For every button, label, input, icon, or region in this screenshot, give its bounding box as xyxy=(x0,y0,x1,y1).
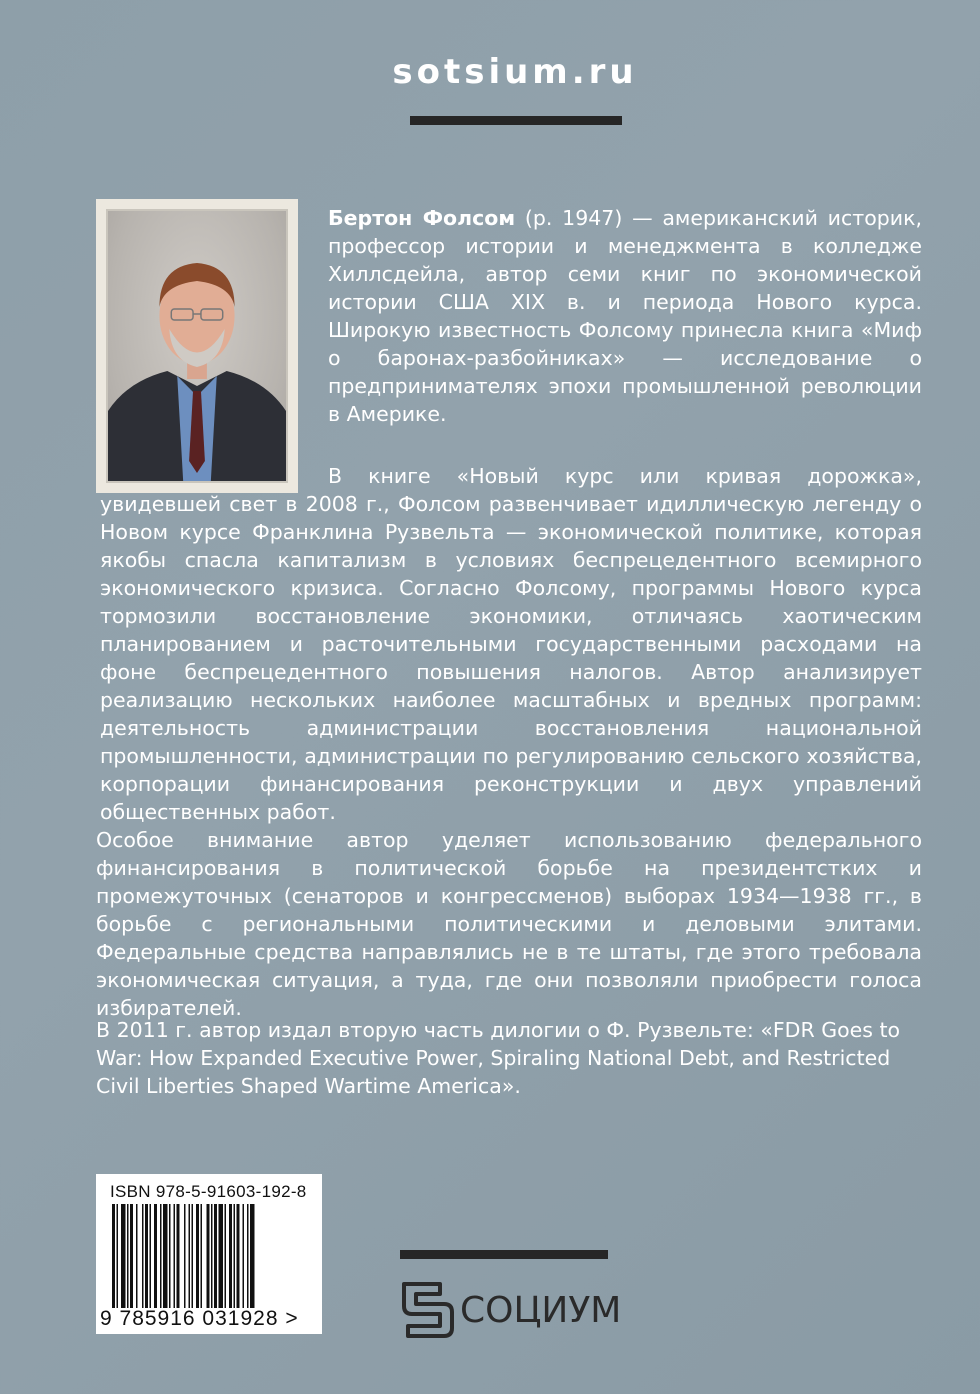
barcode-bar xyxy=(201,1204,203,1308)
barcode-bar xyxy=(112,1204,115,1308)
barcode-icon xyxy=(112,1204,306,1308)
barcode-bar xyxy=(184,1204,186,1308)
barcode-bar xyxy=(225,1204,227,1308)
barcode-bar xyxy=(237,1204,240,1308)
barcode-bar xyxy=(234,1204,236,1308)
barcode-bar xyxy=(117,1204,119,1308)
barcode-bar xyxy=(127,1204,129,1308)
site-url: sotsium.ru xyxy=(392,52,638,92)
barcode-bar xyxy=(121,1204,126,1308)
author-bio xyxy=(328,204,922,428)
publisher-logo-icon xyxy=(400,1280,456,1340)
barcode-bar xyxy=(136,1204,138,1308)
barcode-bar xyxy=(169,1204,171,1308)
barcode-bar xyxy=(177,1204,180,1308)
author-photo xyxy=(96,199,298,493)
barcode-bar xyxy=(207,1204,210,1308)
paragraph-federal-funding: Особое внимание автор уделяет использованию федерального финансирования в политической борьбе на президентстких и промежуточных (сенаторов и конгрессменов) выборах 1934—1938 гг., в борьбе с региональными политическими и деловыми элитами. Федеральные средства направлялись не в те штаты, где этого требовала экономическая ситуация, а туда, где они позволяли приобрести голоса избирателей. xyxy=(96,828,922,1020)
barcode-bar xyxy=(247,1204,249,1308)
isbn-label: ISBN 978-5-91603-192-8 xyxy=(110,1182,307,1201)
barcode-bar xyxy=(192,1204,194,1308)
publisher-name: СОЦИУМ xyxy=(460,1290,622,1331)
paragraph-second-book: В 2011 г. автор издал вторую часть дилогии о Ф. Рузвельте: «FDR Goes to War: How Expanded Executive Power, Spiraling National Debt, and Restricted Civil Liberties Shaped Wartime America». xyxy=(96,1018,901,1098)
author-bio-text: (р. 1947) — американский историк, профессор истории и менеджмента в колледже Хиллсдейла, автор семи книг по экономической истории США XIX в. и периода Нового курса. Широкую известность Фолсому принесла книга «Миф о баронах-разбойниках» — исследование о предпринимателях эпохи промышленной революции в Америке. xyxy=(328,206,922,426)
barcode-bar xyxy=(163,1204,168,1308)
barcode-bar xyxy=(214,1204,217,1308)
barcode-bar xyxy=(145,1204,148,1308)
barcode-bar xyxy=(130,1204,133,1308)
barcode-bar xyxy=(196,1204,199,1308)
barcode-bar xyxy=(243,1204,245,1308)
author-portrait-image xyxy=(108,211,286,481)
paragraph-book-summary: В книге «Новый курс или кривая дорожка», увидевшей свет в 2008 г., Фолсом развенчивает идиллическую легенду о Новом курсе Франклина Рузвельта — экономической политике, которая якобы спасла капитализм в условиях беспрецедентного всемирного экономического кризиса. Согласно Фолсому, программы Нового курса тормозили восстановление экономики, отличаясь хаотическим планированием и расточительными государственными расходами на фоне беспрецедентного повышения налогов. Автор анализирует реализацию нескольких наиболее масштабных и вредных программ: деятельность администрации восстановления национальной промышленности, администрации по регулированию сельского хозяйства, корпорации финансирования реконструкции и двух управлений общественных работ. xyxy=(100,464,922,824)
top-divider xyxy=(410,116,622,125)
barcode-bar xyxy=(250,1204,255,1308)
barcode-bar xyxy=(174,1204,176,1308)
isbn-barcode-block xyxy=(96,1174,322,1334)
barcode-bar xyxy=(154,1204,157,1308)
publisher-logo xyxy=(400,1280,620,1342)
author-name: Бертон Фолсом xyxy=(328,206,516,230)
barcode-bar xyxy=(229,1204,232,1308)
isbn-digits: 9 785916 031928 > xyxy=(100,1307,299,1330)
barcode-bar xyxy=(211,1204,213,1308)
bottom-divider xyxy=(400,1250,608,1259)
barcode-bar xyxy=(142,1204,144,1308)
barcode-bar xyxy=(160,1204,162,1308)
barcode-bar xyxy=(189,1204,191,1308)
barcode-bar xyxy=(219,1204,224,1308)
barcode-bar xyxy=(150,1204,152,1308)
